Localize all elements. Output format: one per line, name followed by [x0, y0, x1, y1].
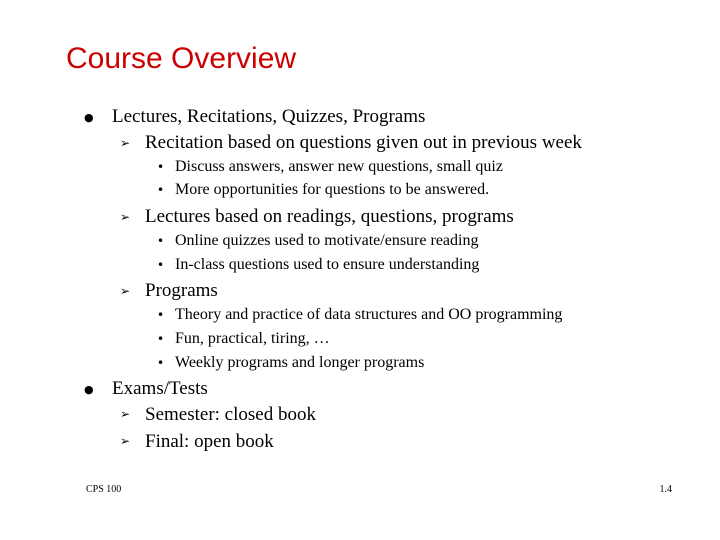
slide-title: Course Overview	[66, 42, 297, 75]
arrow-bullet-icon: ➢	[120, 284, 131, 298]
sub-semester: Semester: closed book	[145, 404, 316, 425]
page-number: 1.4	[659, 484, 672, 495]
arrow-bullet-icon: ➢	[120, 136, 131, 150]
dot-bullet-icon: •	[157, 234, 165, 248]
arrow-bullet-icon: ➢	[120, 407, 131, 421]
footer-course: CPS 100	[86, 484, 122, 495]
programs-item-1: Theory and practice of data structures and OO programming	[175, 306, 563, 323]
dot-bullet-icon: •	[157, 183, 165, 197]
dot-bullet-icon: •	[157, 308, 165, 322]
bullet-exams: Exams/Tests	[112, 378, 208, 399]
sub-recitation: Recitation based on questions given out in previous week	[145, 132, 582, 153]
lectures-item-2: In-class questions used to ensure understanding	[175, 256, 480, 273]
recitation-item-2: More opportunities for questions to be answered.	[175, 181, 490, 198]
recitation-item-1: Discuss answers, answer new questions, small quiz	[175, 158, 503, 175]
round-bullet-icon: ●	[84, 111, 94, 124]
arrow-bullet-icon: ➢	[120, 434, 131, 448]
sub-final: Final: open book	[145, 431, 274, 452]
lectures-item-1: Online quizzes used to motivate/ensure reading	[175, 232, 479, 249]
dot-bullet-icon: •	[157, 356, 165, 370]
dot-bullet-icon: •	[157, 332, 165, 346]
dot-bullet-icon: •	[157, 160, 165, 174]
sub-programs: Programs	[145, 280, 218, 301]
programs-item-2: Fun, practical, tiring, …	[175, 330, 330, 347]
arrow-bullet-icon: ➢	[120, 210, 131, 224]
dot-bullet-icon: •	[157, 258, 165, 272]
sub-lectures: Lectures based on readings, questions, programs	[145, 206, 514, 227]
round-bullet-icon: ●	[84, 383, 94, 396]
bullet-lectures: Lectures, Recitations, Quizzes, Programs	[112, 106, 426, 127]
programs-item-3: Weekly programs and longer programs	[175, 354, 425, 371]
